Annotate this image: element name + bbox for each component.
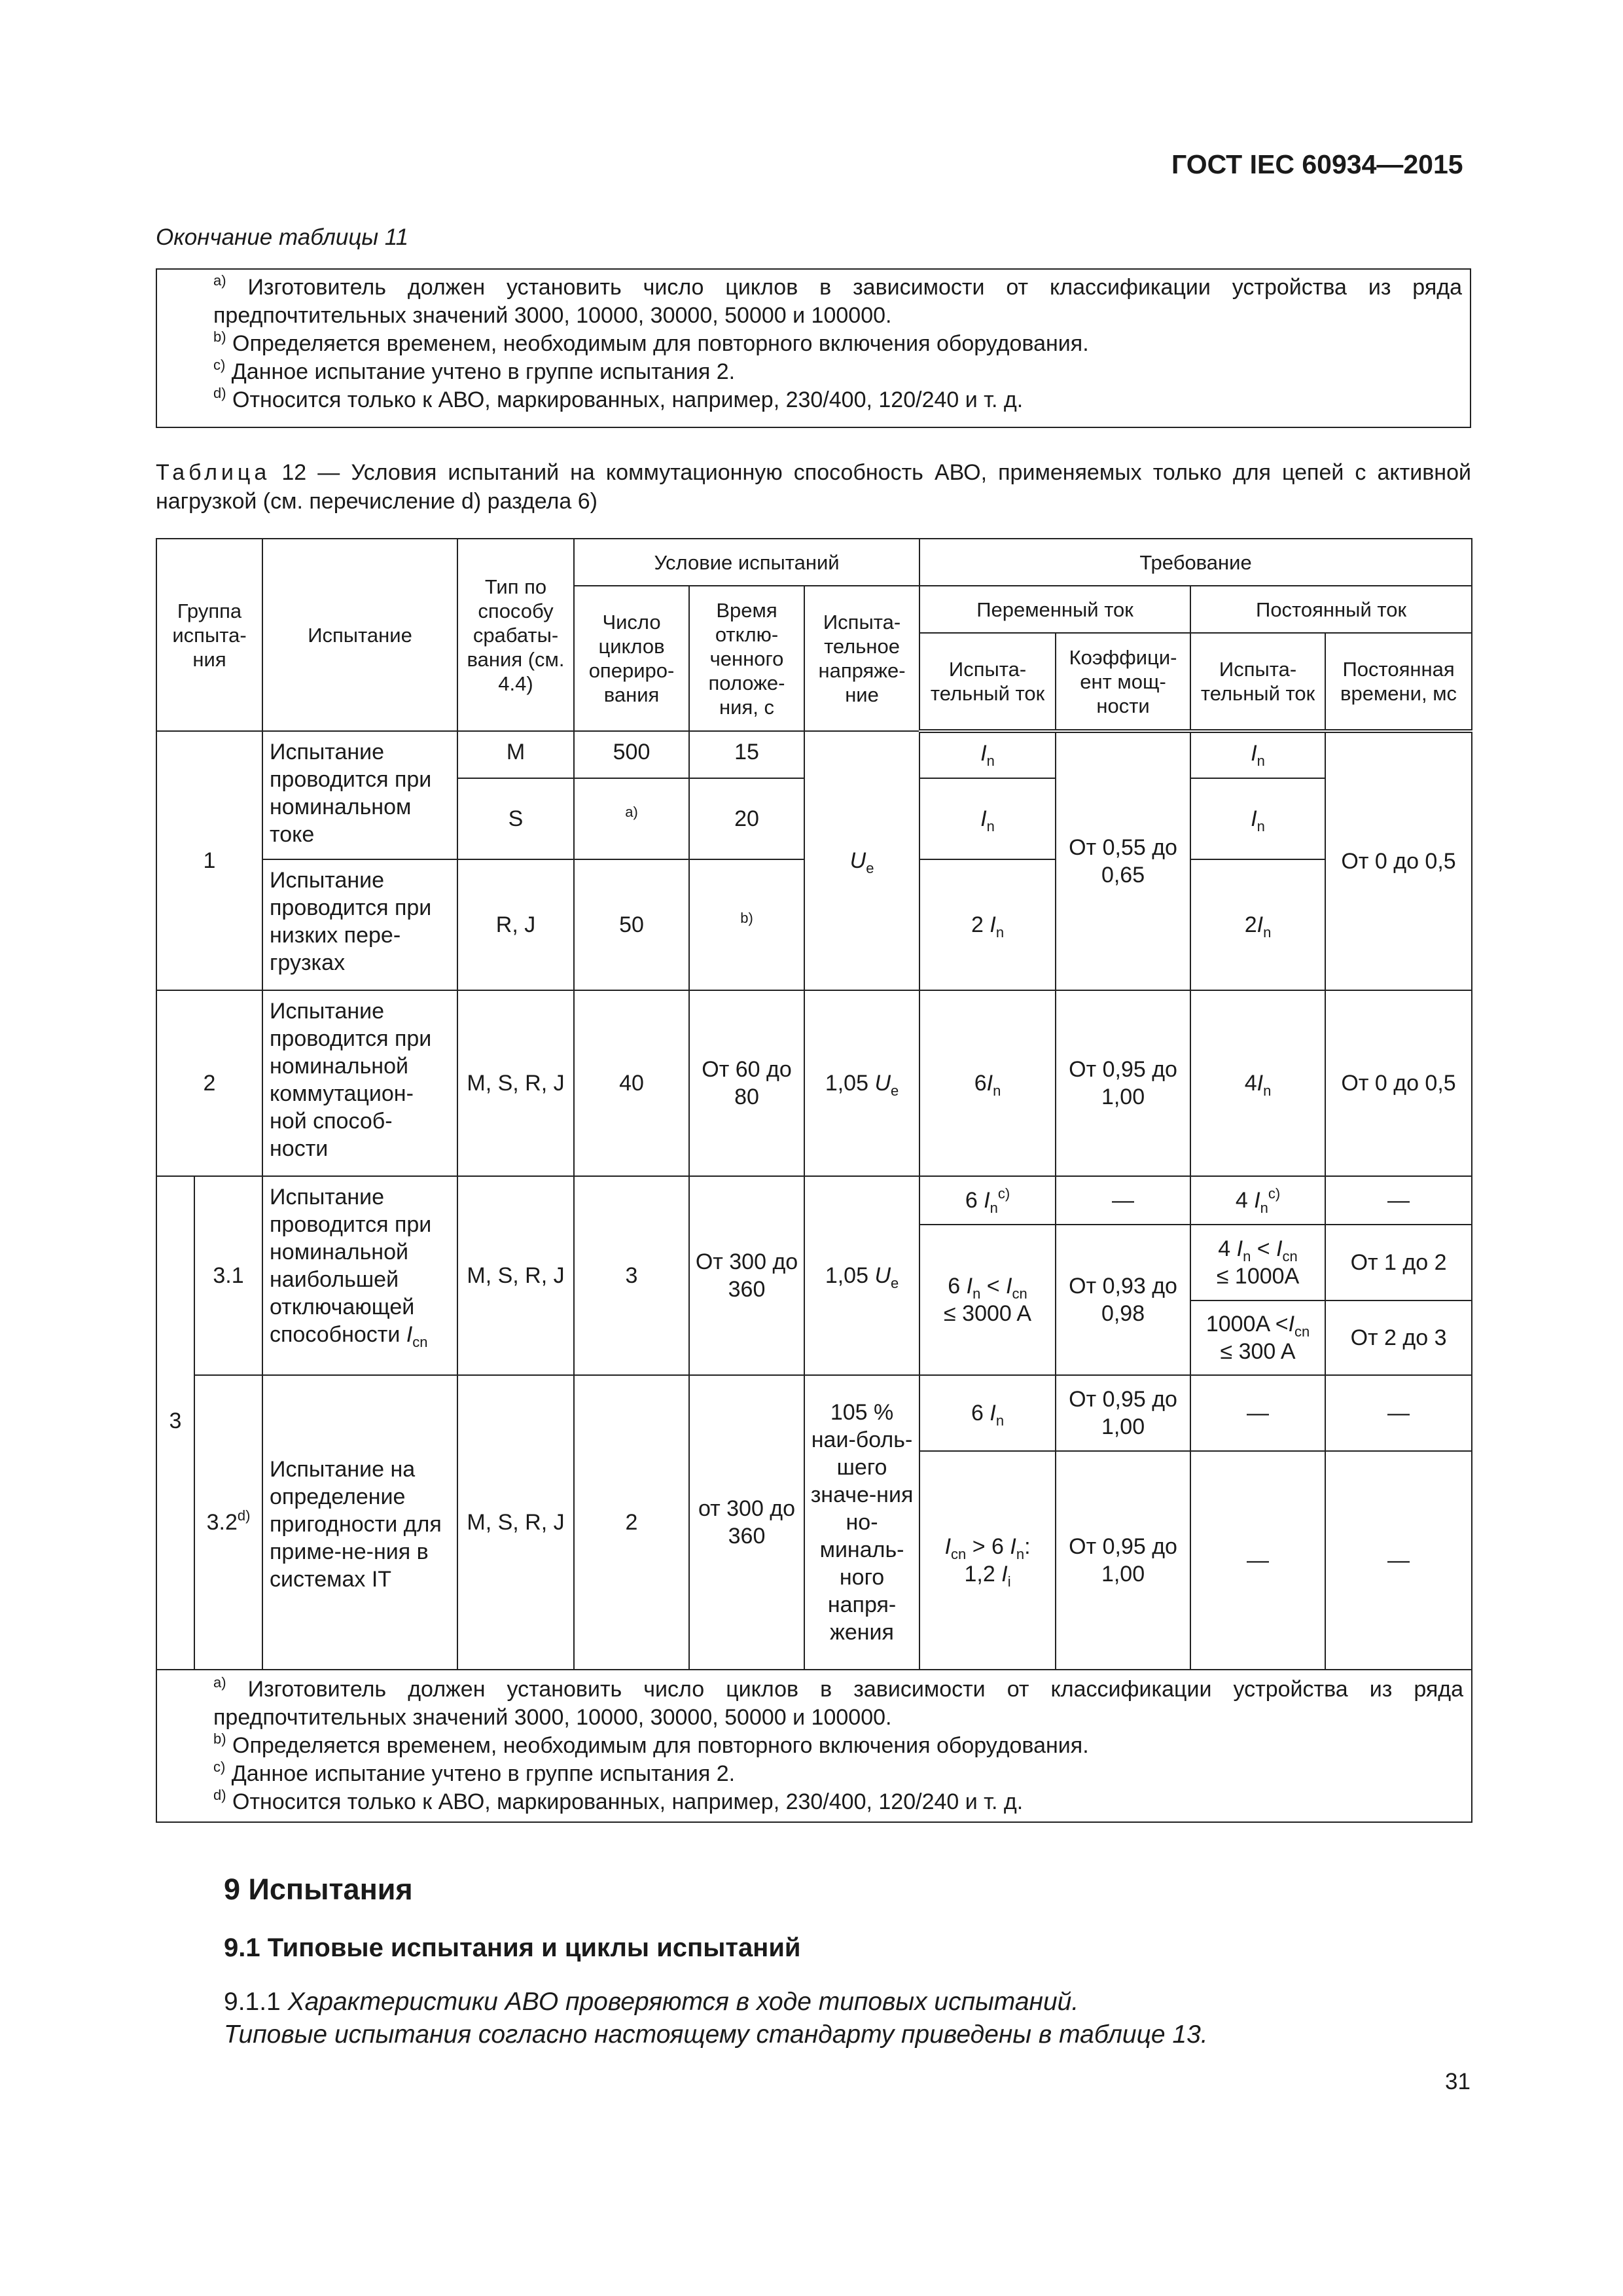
col-header-cycles: Число циклов опериро-вания bbox=[574, 586, 689, 731]
col-header-off-time: Время отклю-ченного положе-ния, с bbox=[689, 586, 804, 731]
col-header-test: Испытание bbox=[262, 539, 457, 731]
g32-test: Испытание на определение пригодности для приме-не-ния в системах IT bbox=[262, 1375, 457, 1670]
g1-test-overload: Испытание проводится при низких пере-грузках bbox=[262, 859, 457, 990]
g1-type-m: M bbox=[457, 731, 574, 778]
g32-ac-current-2: $I_{cn} > 6$ $I_n$: 1,2 $I_i$ bbox=[919, 1451, 1056, 1670]
col-header-type: Тип по способу срабаты-вания (см. 4.4) bbox=[457, 539, 574, 731]
g2-dc-current: $4I_n$ bbox=[1190, 990, 1325, 1176]
col-header-ac: Переменный ток bbox=[919, 586, 1190, 633]
g31-power-factor-2: От 0,93 до 0,98 bbox=[1056, 1225, 1190, 1375]
g31-time-constant-2: От 1 до 2 bbox=[1325, 1225, 1472, 1300]
g1-off-s: 20 bbox=[689, 778, 804, 859]
g1-voltage: $U_e$ bbox=[804, 731, 919, 990]
g31-time-constant-1: — bbox=[1325, 1176, 1472, 1225]
g32-type: M, S, R, J bbox=[457, 1375, 574, 1670]
g1-time-constant: От 0 до 0,5 bbox=[1325, 731, 1472, 990]
g32-off: от 300 до 360 bbox=[689, 1375, 804, 1670]
g32-voltage: 105 % наи-боль-шего значе-ния но-миналь-ного напря-жения bbox=[804, 1375, 919, 1670]
col-header-ac-current: Испыта-тельный ток bbox=[919, 633, 1056, 731]
g1-ac-current-s: $I_n$ bbox=[919, 778, 1056, 859]
g31-dc-current-1: 4 $I_n^{c)}$ bbox=[1190, 1176, 1325, 1225]
g31-type: M, S, R, J bbox=[457, 1176, 574, 1375]
footnote-a: $^{a)}$ Изготовитель должен установить число циклов в зависимости от классификации устройства из ряда предпочтительных значений 3000, 10000, 30000, 50000 и 100000. bbox=[213, 272, 1462, 328]
group-2-label: 2 bbox=[156, 990, 262, 1176]
g1-cycles-s: a) bbox=[574, 778, 689, 859]
g1-cycles-m: 500 bbox=[574, 731, 689, 778]
g1-type-rj: R, J bbox=[457, 859, 574, 990]
g1-dc-current-m: $I_n$ bbox=[1190, 731, 1325, 778]
g1-type-s: S bbox=[457, 778, 574, 859]
g31-dc-current-3: $1000A <I_{cn}$ ≤ 300 A bbox=[1190, 1300, 1325, 1375]
g31-ac-current-1: 6 $I_n^{c)}$ bbox=[919, 1176, 1056, 1225]
footnote-c: $^{c)}$ Данное испытание учтено в группе испытания 2. bbox=[213, 1759, 736, 1786]
g32-power-factor-1: От 0,95 до 1,00 bbox=[1056, 1375, 1190, 1451]
g2-voltage: 1,05 $U_e$ bbox=[804, 990, 919, 1176]
subsection-heading: 9.1 Типовые испытания и циклы испытаний bbox=[224, 1933, 801, 1962]
g31-cycles: 3 bbox=[574, 1176, 689, 1375]
g1-power-factor: От 0,55 до 0,65 bbox=[1056, 731, 1190, 990]
g32-time-constant-2: — bbox=[1325, 1451, 1472, 1670]
g32-dc-current-2: — bbox=[1190, 1451, 1325, 1670]
g1-dc-current-s: $I_n$ bbox=[1190, 778, 1325, 859]
g2-off: От 60 до 80 bbox=[689, 990, 804, 1176]
test-conditions-table bbox=[156, 538, 1472, 1823]
g1-ac-current-rj: 2 $I_n$ bbox=[919, 859, 1056, 990]
paragraph-9-1-1: 9.1.1 Характеристики АВО проверяются в ходе типовых испытаний. Типовые испытания согласно настоящему стандарту приведены в таблице 13. bbox=[224, 1988, 1208, 2049]
group-1-label: 1 bbox=[156, 731, 262, 990]
g1-off-m: 15 bbox=[689, 731, 804, 778]
g2-type: M, S, R, J bbox=[457, 990, 574, 1176]
footnote-a: $^{a)}$ Изготовитель должен установить число циклов в зависимости от классификации устройства из ряда предпочтительных значений 3000, 10000, 30000, 50000 и 100000. bbox=[213, 1674, 1464, 1730]
g1-test-nominal: Испытание проводится при номинальном токе bbox=[262, 731, 457, 859]
g2-ac-current: $6I_n$ bbox=[919, 990, 1056, 1176]
col-header-conditions: Условие испытаний bbox=[574, 539, 919, 586]
col-header-group: Группа испыта-ния bbox=[156, 539, 262, 731]
g1-off-rj: b) bbox=[689, 859, 804, 990]
g31-label: 3.1 bbox=[194, 1176, 262, 1375]
g1-dc-current-rj: $2I_n$ bbox=[1190, 859, 1325, 990]
g32-ac-current-1: 6 $I_n$ bbox=[919, 1375, 1056, 1451]
prev-table-footnotes bbox=[156, 268, 1471, 428]
table-continuation-label: Окончание таблицы 11 bbox=[156, 224, 409, 250]
g2-test: Испытание проводится при номинальной коммутацион-ной способ-ности bbox=[262, 990, 457, 1176]
footnote-b: $^{b)}$ Определяется временем, необходимым для повторного включения оборудования. bbox=[213, 1731, 1089, 1758]
col-header-dc: Постоянный ток bbox=[1190, 586, 1472, 633]
g2-power-factor: От 0,95 до 1,00 bbox=[1056, 990, 1190, 1176]
footnote-d: $^{d)}$ Относится только к АВО, маркированных, например, 230/400, 120/240 и т. д. bbox=[213, 1787, 1024, 1814]
section-heading: 9 Испытания bbox=[224, 1873, 413, 1906]
g32-time-constant-1: — bbox=[1325, 1375, 1472, 1451]
table-footnotes bbox=[156, 1670, 1472, 1822]
g31-off: От 300 до 360 bbox=[689, 1176, 804, 1375]
g31-dc-current-2: 4 $I_n < I_{cn}$ ≤ 1000A bbox=[1190, 1225, 1325, 1300]
footnote-c: $^{c)}$ Данное испытание учтено в группе испытания 2. bbox=[213, 357, 736, 384]
footnote-d: $^{d)}$ Относится только к АВО, маркированных, например, 230/400, 120/240 и т. д. bbox=[213, 385, 1024, 412]
g31-test: Испытание проводится при номинальной наибольшей отключающей способности $I_{cn}$ bbox=[262, 1176, 457, 1375]
col-header-power-factor: Коэффици-ент мощ-ности bbox=[1056, 633, 1190, 731]
col-header-dc-current: Испыта-тельный ток bbox=[1190, 633, 1325, 731]
g32-label: 3.2$^{d)}$ bbox=[194, 1375, 262, 1670]
col-header-voltage: Испыта-тельное напряже-ние bbox=[804, 586, 919, 731]
g2-cycles: 40 bbox=[574, 990, 689, 1176]
g31-power-factor-1: — bbox=[1056, 1176, 1190, 1225]
g31-ac-current-2: 6 $I_n < I_{cn}$ ≤ 3000 A bbox=[919, 1225, 1056, 1375]
col-header-requirement: Требование bbox=[919, 539, 1472, 586]
g32-power-factor-2: От 0,95 до 1,00 bbox=[1056, 1451, 1190, 1670]
page-number: 31 bbox=[1445, 2069, 1471, 2094]
g2-time-constant: От 0 до 0,5 bbox=[1325, 990, 1472, 1176]
g32-cycles: 2 bbox=[574, 1375, 689, 1670]
g31-voltage: 1,05 $U_e$ bbox=[804, 1176, 919, 1375]
document-header: ГОСТ IEC 60934—2015 bbox=[1171, 149, 1463, 179]
g1-cycles-rj: 50 bbox=[574, 859, 689, 990]
g32-dc-current-1: — bbox=[1190, 1375, 1325, 1451]
group-3-label-text: 3 bbox=[169, 1408, 182, 1433]
g1-ac-current-m: $I_n$ bbox=[919, 731, 1056, 778]
table-caption: Таблица 12 — Условия испытаний на коммутационную способность АВО, применяемых только для цепей с активной нагрузкой (см. перечисление d) раздела 6) bbox=[156, 460, 1471, 514]
g31-time-constant-3: От 2 до 3 bbox=[1325, 1300, 1472, 1375]
footnote-b: $^{b)}$ Определяется временем, необходимым для повторного включения оборудования. bbox=[213, 329, 1089, 356]
col-header-time-constant: Постоянная времени, мс bbox=[1325, 633, 1472, 731]
